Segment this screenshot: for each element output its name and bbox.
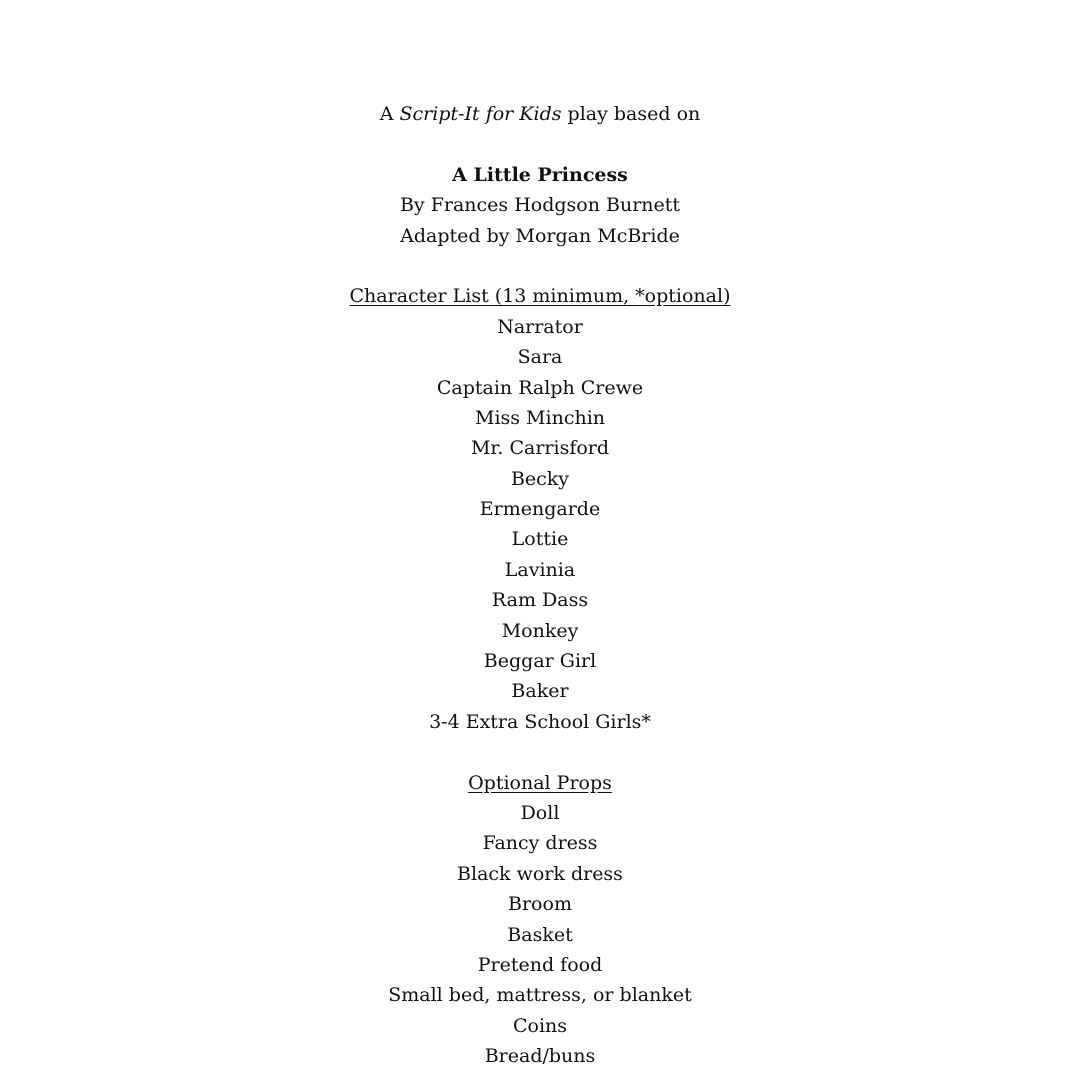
- prop-item: Doll: [520, 801, 560, 824]
- prop-item: Black work dress: [457, 862, 623, 885]
- series-title: Script-It for Kids: [399, 103, 562, 125]
- intro-prefix: A: [379, 103, 400, 125]
- character-item: Ram Dass: [491, 589, 589, 612]
- author-line: By Frances Hodgson Burnett: [399, 194, 681, 217]
- character-item: Captain Ralph Crewe: [436, 376, 644, 399]
- character-item: Lavinia: [504, 558, 576, 581]
- intro-line: [0, 99, 1080, 129]
- character-item: Miss Minchin: [474, 406, 606, 429]
- character-item: Lottie: [511, 528, 569, 551]
- spacer: [0, 251, 1080, 281]
- prop-item: Small bed, mattress, or blanket: [388, 984, 692, 1007]
- spacer: [0, 737, 1080, 767]
- prop-item: Broom: [508, 893, 572, 916]
- prop-item: Bread/buns: [484, 1045, 596, 1068]
- props-heading-row: [0, 768, 1080, 798]
- character-item: Narrator: [497, 315, 583, 338]
- prop-item: Coins: [512, 1014, 568, 1037]
- character-item: Sara: [517, 346, 563, 369]
- book-title: A Little Princess: [452, 163, 628, 186]
- character-list-heading-row: [0, 281, 1080, 311]
- prop-item: Fancy dress: [482, 832, 598, 855]
- character-list: [0, 312, 1080, 737]
- character-item: Baker: [511, 680, 569, 703]
- props-list: [0, 798, 1080, 1072]
- character-item: Monkey: [501, 619, 579, 642]
- prop-item: Basket: [507, 923, 573, 946]
- character-item: 3-4 Extra School Girls*: [429, 710, 651, 733]
- adapter-line: Adapted by Morgan McBride: [400, 224, 680, 247]
- character-item: Becky: [510, 467, 570, 490]
- character-item: Mr. Carrisford: [470, 437, 610, 460]
- props-heading: Optional Props: [468, 771, 612, 794]
- character-list-heading: Character List (13 minimum, *optional): [349, 285, 731, 308]
- character-item: Ermengarde: [479, 498, 601, 521]
- script-title-page: [0, 99, 1080, 1072]
- character-item: Beggar Girl: [483, 650, 597, 673]
- prop-item: Pretend food: [477, 953, 603, 976]
- spacer: [0, 129, 1080, 159]
- intro-suffix: play based on: [561, 103, 701, 125]
